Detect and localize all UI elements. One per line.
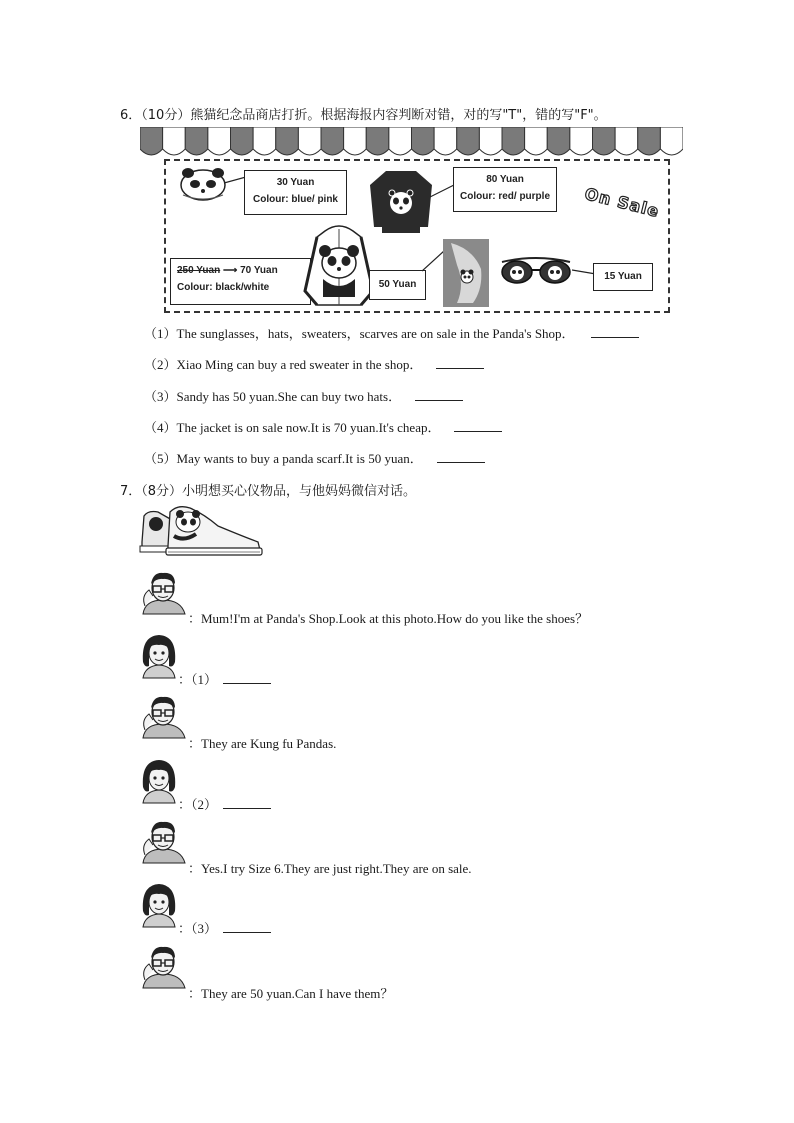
awning-stripe <box>276 127 299 155</box>
awning-stripe <box>660 127 683 155</box>
statement-number: （5） <box>144 451 177 466</box>
statement-text: May wants to buy a panda scarf.It is 50 yuan． <box>176 451 423 466</box>
sweater-price-tag <box>453 167 557 212</box>
awning-stripe <box>366 127 389 155</box>
panda-shoes-image <box>138 502 264 560</box>
awning-stripe <box>502 127 525 155</box>
answer-blank[interactable] <box>223 920 271 933</box>
awning-stripe <box>547 127 570 155</box>
hat-pointer-line <box>224 175 246 185</box>
sweater-colour: Colour: red/ purple <box>460 191 550 202</box>
scarf-price-tag: 50 Yuan <box>369 270 426 300</box>
awning-stripe <box>298 127 321 155</box>
statement-number: （3） <box>144 389 177 404</box>
mum-avatar <box>139 881 179 934</box>
dialogue-text: ：They are Kung fu Pandas. <box>188 736 337 751</box>
jacket-price-change <box>177 262 310 279</box>
sweater-price: 80 Yuan <box>486 174 524 185</box>
panda-hat-icon <box>178 163 228 203</box>
awning-stripe <box>412 127 435 155</box>
dialogue-line-3 <box>188 733 336 752</box>
answer-blank[interactable] <box>454 419 502 432</box>
statement-text: The sunglasses，hats，sweaters，scarves are on sale in the Panda's Shop． <box>176 326 575 341</box>
statement-text: The jacket is on sale now.It is 70 yuan.It's cheap． <box>176 420 441 435</box>
answer-blank[interactable] <box>415 388 463 401</box>
statement-number: （1） <box>144 326 177 341</box>
statement-number: （2） <box>144 357 177 372</box>
awning-stripe <box>525 127 548 155</box>
q6-title: 6．（10分）熊猫纪念品商店打折。根据海报内容判断对错，对的写"T"，错的写"F"。 <box>120 108 607 123</box>
statement-text: Xiao Ming can buy a red sweater in the shop． <box>176 357 423 372</box>
boy-avatar <box>139 570 187 623</box>
dialogue-text: ：Yes.I try Size 6.They are just right.They are on sale. <box>188 861 472 876</box>
awning-stripe <box>208 127 231 155</box>
dialogue-text: ：（3） <box>178 921 218 936</box>
answer-blank[interactable] <box>223 671 271 684</box>
awning-stripe <box>457 127 480 155</box>
statement-1 <box>144 323 639 342</box>
awning-stripe <box>434 127 457 155</box>
awning-stripe <box>185 127 208 155</box>
sunglasses-price-tag: 15 Yuan <box>593 263 653 291</box>
awning-stripe <box>163 127 186 155</box>
dialogue-line-1 <box>188 608 588 627</box>
on-sale-label: On Sale <box>582 184 662 221</box>
sale-poster <box>140 127 683 313</box>
statement-number: （4） <box>144 420 177 435</box>
dialogue-line-5 <box>188 858 472 877</box>
awning-stripe <box>593 127 616 155</box>
mum-avatar <box>139 757 179 810</box>
hat-price-tag <box>244 170 347 215</box>
statement-3 <box>144 386 463 405</box>
panda-jacket-image <box>303 221 375 309</box>
mum-avatar <box>139 632 179 685</box>
awning-stripe <box>140 127 163 155</box>
dialogue-text: ：Mum!I'm at Panda's Shop.Look at this photo.How do you like the shoes？ <box>188 611 589 626</box>
awning-stripe <box>638 127 661 155</box>
jacket-colour: Colour: black/white <box>177 282 270 293</box>
boy-avatar <box>139 944 187 997</box>
panda-sweater-image <box>368 165 434 235</box>
dialogue-text: ：（2） <box>178 797 218 812</box>
hat-price: 30 Yuan <box>276 177 315 188</box>
hat-colour: Colour: blue/ pink <box>253 194 338 205</box>
arrow-right-icon: ⟶ <box>222 265 238 276</box>
awning-stripe <box>231 127 254 155</box>
statement-2 <box>144 354 484 373</box>
jacket-price-tag <box>170 258 311 305</box>
statement-5 <box>144 448 485 467</box>
awning-stripe <box>389 127 412 155</box>
panda-scarf-image <box>443 239 489 307</box>
awning-illustration <box>140 127 683 161</box>
statement-text: Sandy has 50 yuan.She can buy two hats． <box>176 389 402 404</box>
dialogue-line-6 <box>178 918 271 937</box>
q7-title: 7．（8分）小明想买心仪物品，与他妈妈微信对话。 <box>120 484 417 499</box>
boy-avatar <box>139 819 187 872</box>
jacket-price-old: 250 Yuan <box>177 265 221 276</box>
awning-stripe <box>570 127 593 155</box>
sweater-pointer-line <box>430 183 454 199</box>
answer-blank[interactable] <box>436 356 484 369</box>
dialogue-line-2 <box>178 669 271 688</box>
jacket-price-new: 70 Yuan <box>240 265 278 276</box>
awning-stripe <box>615 127 638 155</box>
awning-stripe <box>253 127 276 155</box>
awning-stripe <box>321 127 344 155</box>
dialogue-line-7 <box>188 983 393 1002</box>
answer-blank[interactable] <box>591 325 639 338</box>
panda-sunglasses-image <box>498 254 574 288</box>
boy-avatar <box>139 694 187 747</box>
dialogue-line-4 <box>178 794 271 813</box>
awning-stripe <box>344 127 367 155</box>
answer-blank[interactable] <box>437 450 485 463</box>
answer-blank[interactable] <box>223 796 271 809</box>
statement-4 <box>144 417 502 436</box>
awning-stripe <box>479 127 502 155</box>
dialogue-text: ：They are 50 yuan.Can I have them？ <box>188 986 394 1001</box>
dialogue-text: ：（1） <box>178 672 218 687</box>
